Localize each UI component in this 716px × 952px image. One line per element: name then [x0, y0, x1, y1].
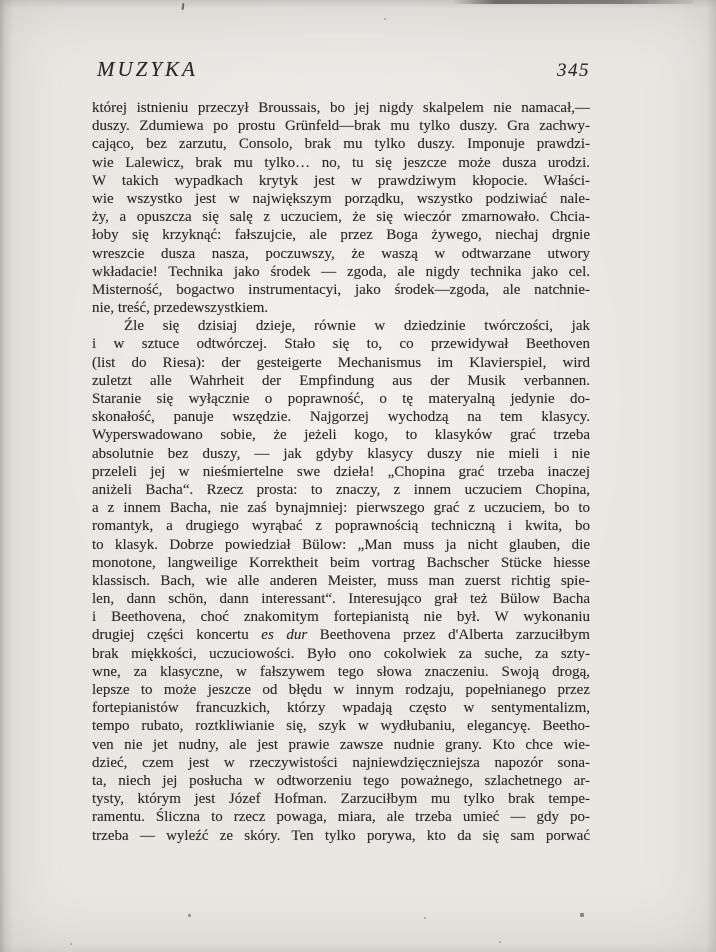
- text-line: i Beethovena, choć znakomitym fortepianistą nie był. W wykonaniu: [92, 609, 590, 626]
- text-line: trzeba — wyleźć ze skóry. Ten tylko porywa, kto da się sam porwać: [92, 827, 590, 844]
- scan-edge-smudge: [452, 0, 694, 4]
- text-line: W takich wypadkach krytyk jest w prawdziwym kłopocie. Właści-: [92, 172, 590, 189]
- text-line: Źle się dzisiaj dzieje, równie w dziedzinie twórczości, jak: [124, 318, 590, 335]
- text-line: skonałość, panuje wszędzie. Najgorzej wychodzą na tem klasycy.: [92, 409, 590, 426]
- text-line: wie wszystko jest w największym porządku, wszystko podziwiać nale-: [92, 190, 590, 207]
- text-line: len, dann schön, dann interessant“. Interesująco grał też Bülow Bacha: [92, 591, 590, 608]
- text-line: (list do Riesa): der gesteigerte Mechanismus im Klavierspiel, wird: [92, 354, 590, 371]
- text-line: przeleli jej w nieśmiertelne swe dzieła! „Chopina grać trzeba inaczej: [92, 463, 590, 480]
- text-line: dzieć, czem jest w rzeczywistości najniewdzięczniejsza napozór sona-: [92, 754, 590, 771]
- paragraph: [92, 99, 590, 317]
- text-line: ży, a opuszcza się salę z uczuciem, że się wieczór zmarnowało. Chcia-: [92, 209, 590, 226]
- dust-speck: [182, 3, 185, 10]
- text-line: wne, za klasyczne, w fałszywem tego słowa znaczeniu. Swoją drogą,: [92, 663, 590, 680]
- text-line: [92, 626, 590, 644]
- paragraph: [92, 317, 590, 844]
- text-line: absolutnie bez duszy, — jak gdyby klasycy duszy nie mieli i nie: [92, 445, 590, 462]
- page-number: 345: [557, 60, 590, 81]
- text-line: wkładacie! Technika jako środek — zgoda, ale nigdy technika jako cel.: [92, 263, 590, 280]
- text-line: której istnieniu przeczył Broussais, bo jej nigdy skalpelem nie namacał,—: [92, 100, 590, 116]
- text-line: fortepianistów francuzkich, którzy wpadają często w sentymentalizm,: [92, 700, 590, 717]
- text-segment: drugiej części koncertu: [92, 627, 262, 644]
- text-line: monotone, langweilige Korrektheit beim vortrag Bachscher Stücke hiesse: [92, 554, 590, 571]
- text-line: ramentu. Śliczna to rzecz powaga, miara, ale trzeba umieć — gdy po-: [92, 809, 590, 826]
- text-line: wreszcie dusza nasza, poczuwszy, że waszą w odtwarzane utwory: [92, 245, 590, 262]
- text-line: to klasyk. Dobrze powiedział Bülow: „Man muss ja nicht glauben, die: [92, 536, 590, 553]
- text-line: romantyk, a drugiego wyrąbać z poprawnością techniczną i kwita, bo: [92, 518, 590, 535]
- dust-speck: [188, 914, 191, 917]
- text-line: nie, treść, przedewszystkiem.: [92, 300, 269, 317]
- page-title: MUZYKA: [97, 57, 198, 81]
- text-line: ven nie jet nudny, ale jest prawie zawsze nudnie grany. Kto chce wie-: [92, 736, 590, 753]
- text-line: Misterność, bogactwo instrumentacyi, jako środek—zgoda, ale natchnie-: [92, 281, 590, 298]
- text-line: cająco, bez zarzutu, Consolo, brak mu tylko duszy. Imponuje prawdzi-: [92, 136, 590, 153]
- text-line: a z innem Bacha, nie zaś bynajmniej: pierwszego grać z uczuciem, bo to: [92, 500, 590, 517]
- body-text: [92, 99, 590, 845]
- text-line: ta, niech jej posłucha w odtworzeniu tego poważnego, szlachetnego ar-: [92, 772, 590, 789]
- text-line: brak miękkości, uczuciowości. Było ono cokolwiek za suche, za szty-: [92, 645, 590, 662]
- text-line: klassisch. Bach, wie alle anderen Meister, muss man zuerst richtig spie-: [92, 572, 590, 589]
- text-line: i w sztuce odtwórczej. Stało się to, co przewidywał Beethoven: [92, 336, 590, 353]
- text-line: tysty, którym jest Józef Hofman. Zarzuciłbym mu tylko brak tempe-: [92, 791, 590, 808]
- text-line: lepsze to może jeszcze od błędu w innym rodzaju, popełnianego przez: [92, 682, 590, 698]
- dust-speck: [384, 18, 386, 20]
- text-line: wie Lalewicz, brak mu tylko… no, tu się jeszcze może dusza urodzi.: [92, 154, 590, 171]
- dust-speck: [580, 913, 584, 917]
- dust-speck: [499, 941, 501, 943]
- text-line: aniżeli Bacha“. Rzecz prosta: to znaczy, z innem uczuciem Chopina,: [92, 481, 590, 498]
- text-line: Staranie się wyłącznie o poprawność, o tę materyalną jedynie do-: [92, 391, 590, 407]
- text-segment: Beethovena przez d'Alberta zarzuciłbym: [307, 627, 590, 644]
- dust-speck: [424, 917, 426, 919]
- dust-speck: [70, 943, 72, 945]
- text-line: zuletzt alle Wahrheit der Empfindung aus der Musik verbannen.: [92, 372, 590, 389]
- running-head: [97, 57, 590, 82]
- text-line: Wyperswadowano sobie, że jeżeli kogo, to klasyków grać trzeba: [92, 427, 590, 444]
- italic-phrase: es dur: [261, 627, 308, 644]
- text-line: tempo rubato, roztkliwianie się, szyk w wydłubaniu, elegancyę. Beetho-: [92, 718, 590, 735]
- text-line: duszy. Zdumiewa po prostu Grünfeld—brak mu tylko duszy. Gra zachwy-: [92, 118, 590, 135]
- dust-speck: [131, 257, 133, 259]
- text-line: łoby się krzyknąć: fałszujcie, ale przez Boga żywego, niechaj drgnie: [92, 227, 590, 244]
